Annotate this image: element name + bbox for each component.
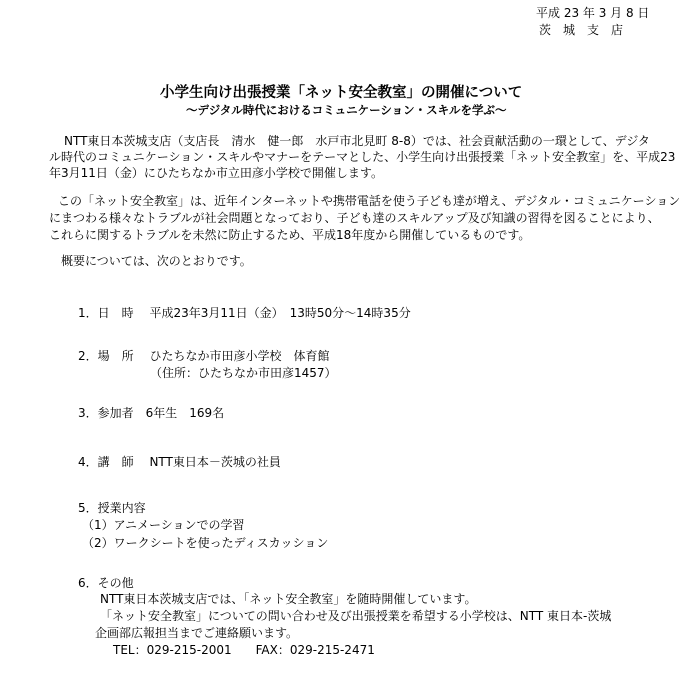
issue-date: 平成 23 年 3 月 8 日	[536, 6, 650, 20]
item-participants: 3．参加者 6年生 169名	[78, 406, 225, 420]
item-location: 2．場 所 ひたちなか市田彦小学校 体育館	[78, 349, 330, 363]
paragraph-overview: 概要については、次のとおりです。	[61, 254, 252, 268]
contact-info: TEL：029-215-2001 FAX：029-215-2471	[113, 643, 375, 657]
item-other-line-2: 「ネット安全教室」についての問い合わせ及び出張授業を希望する小学校は、NTT 東日本-茨城	[100, 609, 612, 623]
item-content-heading: 5．授業内容	[78, 501, 146, 515]
item-other-line-1: NTT東日本茨城支店では、「ネット安全教室」を随時開催しています。	[100, 592, 477, 606]
paragraph-line: NTT東日本茨城支店（支店長 清水 健一郎 水戸市北見町 8-8）では、社会貢献活動の一環として、デジタ	[64, 134, 650, 148]
paragraph-line: この「ネット安全教室」は、近年インターネットや携帯電話を使う子ども達が増え、デジタル・コミュニケーション	[58, 194, 681, 208]
item-date-time: 1．日 時 平成23年3月11日（金） 13時50分～14時35分	[78, 306, 411, 320]
paragraph-line: これらに関するトラブルを未然に防止するため、平成18年度から開催しているものです。	[49, 228, 531, 242]
item-other-heading: 6．その他	[78, 576, 134, 590]
item-other-line-3: 企画部広報担当までご連絡願います。	[95, 626, 299, 640]
paragraph-line: ル時代のコミュニケーション・スキルやマナーをテーマとした、小学生向け出張授業「ネット安全教室」を、平成23	[49, 150, 676, 164]
item-address: （住所：ひたちなか市田彦1457）	[150, 366, 337, 380]
document-subtitle: ～デジタル時代におけるコミュニケーション・スキルを学ぶ～	[186, 103, 507, 117]
item-content-1: （1）アニメーションでの学習	[82, 518, 245, 532]
paragraph-line: 年3月11日（金）にひたちなか市立田彦小学校で開催します。	[49, 166, 383, 180]
item-instructor: 4．講 師 NTT東日本－茨城の社員	[78, 455, 281, 469]
item-content-2: （2）ワークシートを使ったディスカッション	[82, 536, 329, 550]
issuing-office: 茨 城 支 店	[539, 23, 624, 37]
document-title: 小学生向け出張授業「ネット安全教室」の開催について	[160, 85, 523, 101]
paragraph-line: にまつわる様々なトラブルが社会問題となっており、子ども達のスキルアップ及び知識の習得を図ることにより、	[49, 211, 660, 225]
